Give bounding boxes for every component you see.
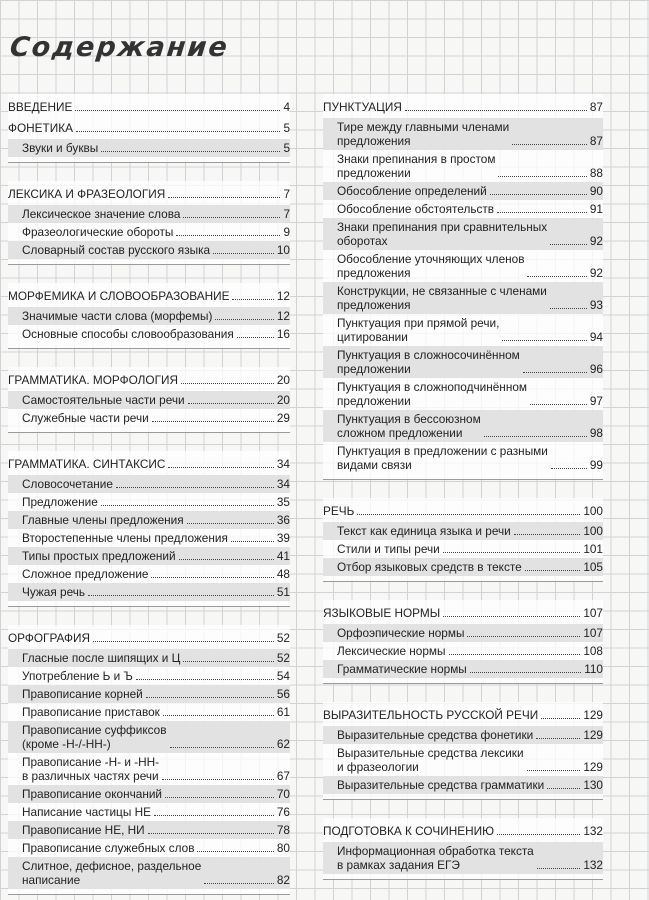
dot-leader bbox=[502, 340, 587, 341]
dot-leader bbox=[547, 788, 580, 789]
section-gap bbox=[323, 582, 603, 600]
dot-leader bbox=[75, 110, 280, 111]
toc-entry[interactable] bbox=[8, 565, 290, 583]
toc-entry-title: Текст как единица языка и речи bbox=[337, 524, 511, 538]
toc-entry-title: Фразеологические обороты bbox=[22, 225, 174, 239]
toc-entry-title: Словосочетание bbox=[22, 477, 113, 491]
toc-section-heading[interactable] bbox=[8, 454, 290, 475]
dot-leader bbox=[162, 779, 274, 780]
toc-section bbox=[8, 625, 290, 895]
toc-entry[interactable] bbox=[8, 685, 290, 703]
toc-entry-page-number: 20 bbox=[276, 373, 290, 387]
toc-section-heading[interactable] bbox=[323, 603, 603, 624]
toc-entry-title: Пунктуация в сложносочинённом предложении bbox=[337, 348, 520, 376]
toc-entry-page-number: 100 bbox=[583, 524, 603, 538]
toc-entry-title: Выразительные средства фонетики bbox=[337, 728, 534, 742]
dot-leader bbox=[550, 308, 587, 309]
toc-entry[interactable] bbox=[8, 241, 290, 259]
toc-entry-page-number: 99 bbox=[589, 458, 603, 472]
toc-entry-page-number: 94 bbox=[589, 330, 603, 344]
toc-entry-page-number: 12 bbox=[276, 289, 290, 303]
toc-entry[interactable] bbox=[323, 540, 603, 558]
dot-leader bbox=[101, 505, 274, 506]
toc-entry-title: ПОДГОТОВКА К СОЧИНЕНИЮ bbox=[323, 824, 494, 838]
dot-leader bbox=[176, 235, 280, 236]
toc-entry[interactable] bbox=[8, 391, 290, 409]
toc-entry-page-number: 4 bbox=[283, 100, 290, 114]
toc-entry[interactable] bbox=[8, 803, 290, 821]
dot-leader bbox=[497, 834, 580, 835]
dot-leader bbox=[188, 403, 274, 404]
dot-leader bbox=[183, 217, 280, 218]
toc-entry[interactable] bbox=[323, 522, 603, 540]
section-gap bbox=[8, 349, 290, 367]
toc-entry-title: Самостоятельные части речи bbox=[22, 393, 185, 407]
toc-entry-title: Лексическое значение слова bbox=[22, 207, 181, 221]
dot-leader bbox=[136, 679, 274, 680]
toc-entry-title: Слитное, дефисное, раздельное написание bbox=[22, 859, 202, 887]
toc-entry-page-number: 5 bbox=[283, 121, 290, 135]
toc-section-heading[interactable] bbox=[8, 628, 290, 649]
dot-leader bbox=[497, 212, 587, 213]
toc-entry-title: Служебные части речи bbox=[22, 411, 149, 425]
toc-entry-page-number: 129 bbox=[583, 728, 603, 742]
dot-leader bbox=[537, 868, 581, 869]
toc-entry[interactable] bbox=[323, 218, 603, 250]
toc-entry-title: Пунктуация при прямой речи, цитировании bbox=[337, 316, 500, 344]
toc-entry[interactable] bbox=[323, 150, 603, 182]
dot-leader bbox=[449, 654, 581, 655]
toc-entry[interactable] bbox=[323, 118, 603, 150]
toc-section bbox=[323, 600, 603, 684]
toc-entry-page-number: 91 bbox=[589, 202, 603, 216]
dot-leader bbox=[405, 110, 587, 111]
section-gap bbox=[8, 265, 290, 283]
toc-entry-title: Выразительные средства грамматики bbox=[337, 778, 545, 792]
dot-leader bbox=[215, 319, 274, 320]
toc-entry-title: Конструкции, не связанные с членами предложения bbox=[337, 284, 547, 312]
section-gap bbox=[8, 607, 290, 625]
section-gap bbox=[323, 480, 603, 498]
toc-entry-title: Обособление уточняющих членов предложения bbox=[337, 252, 525, 280]
toc-entry-page-number: 7 bbox=[283, 207, 290, 221]
toc-section-heading[interactable] bbox=[323, 501, 603, 522]
toc-entry-page-number: 107 bbox=[583, 606, 603, 620]
dot-leader bbox=[536, 738, 580, 739]
toc-entry-page-number: 87 bbox=[589, 134, 603, 148]
toc-entry-title: ПУНКТУАЦИЯ bbox=[323, 100, 402, 114]
dot-leader bbox=[357, 514, 580, 515]
dot-leader bbox=[183, 661, 274, 662]
dot-leader bbox=[512, 144, 587, 145]
toc-entry-page-number: 129 bbox=[583, 708, 603, 722]
dot-leader bbox=[179, 559, 274, 560]
dot-leader bbox=[443, 616, 580, 617]
toc-entry-title: Основные способы словообразования bbox=[22, 327, 234, 341]
toc-entry-page-number: 5 bbox=[283, 141, 290, 155]
dot-leader bbox=[231, 541, 274, 542]
toc-entry-page-number: 70 bbox=[276, 787, 290, 801]
toc-entry[interactable] bbox=[8, 307, 290, 325]
toc-entry[interactable] bbox=[323, 182, 603, 200]
toc-entry-page-number: 92 bbox=[589, 266, 603, 280]
toc-entry-title: ВЫРАЗИТЕЛЬНОСТЬ РУССКОЙ РЕЧИ bbox=[323, 708, 539, 722]
toc-section-heading[interactable] bbox=[8, 118, 290, 139]
toc-section-heading[interactable] bbox=[8, 370, 290, 391]
toc-entry-title: ВВЕДЕНИЕ bbox=[8, 100, 73, 114]
toc-section bbox=[8, 181, 290, 265]
dot-leader bbox=[148, 833, 274, 834]
dot-leader bbox=[467, 636, 580, 637]
dot-leader bbox=[163, 715, 274, 716]
toc-entry-page-number: 108 bbox=[583, 644, 603, 658]
dot-leader bbox=[197, 851, 273, 852]
toc-entry[interactable] bbox=[8, 821, 290, 839]
section-gap bbox=[323, 684, 603, 702]
toc-section-heading[interactable] bbox=[8, 184, 290, 205]
dot-leader bbox=[527, 770, 581, 771]
dot-leader bbox=[232, 299, 273, 300]
toc-entry-title: Грамматические нормы bbox=[337, 662, 467, 676]
toc-entry-title: ГРАММАТИКА. МОРФОЛОГИЯ bbox=[8, 373, 178, 387]
toc-entry-title: Словарный состав русского языка bbox=[22, 243, 211, 257]
toc-entry-page-number: 20 bbox=[276, 393, 290, 407]
toc-entry[interactable] bbox=[323, 842, 603, 874]
toc-entry-title: ЯЗЫКОВЫЕ НОРМЫ bbox=[323, 606, 441, 620]
toc-entry[interactable] bbox=[8, 547, 290, 565]
toc-section-heading[interactable] bbox=[8, 97, 290, 118]
page-title: Содержание bbox=[8, 32, 231, 63]
toc-entry-title: Гласные после шипящих и Ц bbox=[22, 651, 181, 665]
toc-entry[interactable] bbox=[8, 139, 290, 157]
toc-entry-title: Знаки препинания в простом предложении bbox=[337, 152, 496, 180]
dot-leader bbox=[88, 595, 274, 596]
toc-entry-page-number: 16 bbox=[276, 327, 290, 341]
dot-leader bbox=[237, 337, 274, 338]
toc-entry-title: Правописание суффиксов (кроме -Н-/-НН-) bbox=[22, 723, 167, 751]
toc-section bbox=[323, 498, 603, 582]
toc-section-heading[interactable] bbox=[323, 821, 603, 842]
section-gap bbox=[8, 163, 290, 181]
toc-left-column bbox=[8, 94, 290, 895]
toc-entry-title: Правописание приставок bbox=[22, 705, 160, 719]
dot-leader bbox=[484, 436, 587, 437]
toc-entry-title: МОРФЕМИКА И СЛОВООБРАЗОВАНИЕ bbox=[8, 289, 230, 303]
toc-entry-title: Стили и типы речи bbox=[337, 542, 440, 556]
toc-entry-title: Правописание -Н- и -НН- в различных частях речи bbox=[22, 755, 160, 783]
toc-entry[interactable] bbox=[323, 314, 603, 346]
toc-entry[interactable] bbox=[8, 857, 290, 889]
toc-entry-title: ГРАММАТИКА. СИНТАКСИС bbox=[8, 457, 166, 471]
dot-leader bbox=[168, 197, 280, 198]
toc-entry[interactable] bbox=[8, 511, 290, 529]
toc-section bbox=[323, 94, 603, 480]
toc-entry-page-number: 39 bbox=[276, 531, 290, 545]
toc-entry-page-number: 48 bbox=[276, 567, 290, 581]
dot-leader bbox=[498, 176, 586, 177]
toc-entry-page-number: 10 bbox=[276, 243, 290, 257]
dot-leader bbox=[213, 253, 274, 254]
toc-entry[interactable] bbox=[323, 624, 603, 642]
toc-entry[interactable] bbox=[323, 282, 603, 314]
toc-entry-page-number: 129 bbox=[583, 760, 603, 774]
toc-entry[interactable] bbox=[323, 250, 603, 282]
toc-entry[interactable] bbox=[8, 325, 290, 343]
toc-entry[interactable] bbox=[8, 649, 290, 667]
dot-leader bbox=[152, 421, 274, 422]
toc-entry-title: Пунктуация в бессоюзном сложном предложении bbox=[337, 412, 481, 440]
toc-entry-page-number: 97 bbox=[589, 394, 603, 408]
toc-entry[interactable] bbox=[8, 721, 290, 753]
toc-entry-title: Предложение bbox=[22, 495, 98, 509]
toc-entry-title: Правописание служебных слов bbox=[22, 841, 195, 855]
toc-entry-page-number: 36 bbox=[276, 513, 290, 527]
toc-entry-page-number: 105 bbox=[583, 560, 603, 574]
dot-leader bbox=[443, 552, 581, 553]
toc-entry-page-number: 61 bbox=[276, 705, 290, 719]
dot-leader bbox=[93, 641, 274, 642]
dot-leader bbox=[550, 244, 587, 245]
dot-leader bbox=[116, 487, 274, 488]
toc-entry-page-number: 56 bbox=[276, 687, 290, 701]
toc-entry-title: ЛЕКСИКА И ФРАЗЕОЛОГИЯ bbox=[8, 187, 166, 201]
toc-entry-page-number: 101 bbox=[583, 542, 603, 556]
dot-leader bbox=[187, 523, 274, 524]
toc-entry-page-number: 87 bbox=[589, 100, 603, 114]
toc-section-heading[interactable] bbox=[323, 705, 603, 726]
toc-entry-title: Тире между главными членами предложения bbox=[337, 120, 510, 148]
toc-entry[interactable] bbox=[8, 493, 290, 511]
toc-entry-title: Информационная обработка текста в рамках задания ЕГЭ bbox=[337, 844, 534, 872]
dot-leader bbox=[530, 404, 587, 405]
toc-section bbox=[323, 818, 603, 880]
toc-entry-page-number: 93 bbox=[589, 298, 603, 312]
dot-leader bbox=[514, 534, 581, 535]
toc-entry-title: Знаки препинания при сравнительных оборотах bbox=[337, 220, 548, 248]
toc-section bbox=[8, 367, 290, 433]
toc-entry-page-number: 100 bbox=[583, 504, 603, 518]
toc-entry-title: Правописание корней bbox=[22, 687, 143, 701]
toc-entry-page-number: 92 bbox=[589, 234, 603, 248]
toc-section bbox=[8, 94, 290, 163]
dot-leader bbox=[165, 797, 274, 798]
toc-entry-title: Употребление Ь и Ъ bbox=[22, 669, 133, 683]
toc-entry[interactable] bbox=[8, 409, 290, 427]
toc-entry-page-number: 132 bbox=[583, 858, 603, 872]
toc-entry-title: Второстепенные члены предложения bbox=[22, 531, 228, 545]
toc-entry-page-number: 98 bbox=[589, 426, 603, 440]
toc-entry[interactable] bbox=[8, 223, 290, 241]
dot-leader bbox=[541, 718, 580, 719]
toc-entry[interactable] bbox=[8, 667, 290, 685]
toc-entry-page-number: 110 bbox=[584, 662, 603, 676]
toc-entry[interactable] bbox=[323, 726, 603, 744]
toc-entry-title: ОРФОГРАФИЯ bbox=[8, 631, 90, 645]
toc-entry-page-number: 80 bbox=[276, 841, 290, 855]
toc-entry-title: Выразительные средства лексики и фразеологии bbox=[337, 746, 524, 774]
toc-entry-page-number: 54 bbox=[276, 669, 290, 683]
toc-entry-title: Отбор языковых средств в тексте bbox=[337, 560, 522, 574]
dot-leader bbox=[151, 577, 273, 578]
dot-leader bbox=[170, 747, 274, 748]
toc-entry-title: Сложное предложение bbox=[22, 567, 149, 581]
toc-entry-page-number: 88 bbox=[589, 166, 603, 180]
toc-entry-page-number: 29 bbox=[276, 411, 290, 425]
toc-entry-page-number: 9 bbox=[283, 225, 290, 239]
toc-entry-title: Чужая речь bbox=[22, 585, 86, 599]
toc-entry[interactable] bbox=[323, 776, 603, 794]
toc-entry-title: Обособление определений bbox=[337, 184, 487, 198]
toc-entry-title: Пунктуация в сложноподчинённом предложении bbox=[337, 380, 528, 408]
toc-entry-title: Главные члены предложения bbox=[22, 513, 184, 527]
section-gap bbox=[8, 433, 290, 451]
dot-leader bbox=[490, 194, 587, 195]
toc-entry-title: ФОНЕТИКА bbox=[8, 121, 73, 135]
toc-entry-title: Написание частицы НЕ bbox=[22, 805, 151, 819]
toc-entry[interactable] bbox=[323, 642, 603, 660]
toc-section bbox=[8, 283, 290, 349]
toc-entry-page-number: 132 bbox=[583, 824, 603, 838]
dot-leader bbox=[101, 151, 280, 152]
toc-entry-title: РЕЧЬ bbox=[323, 504, 355, 518]
toc-entry[interactable] bbox=[323, 346, 603, 378]
toc-entry[interactable] bbox=[323, 558, 603, 576]
toc-entry-title: Звуки и буквы bbox=[22, 141, 99, 155]
toc-entry[interactable] bbox=[8, 475, 290, 493]
toc-entry-page-number: 96 bbox=[589, 362, 603, 376]
toc-entry[interactable] bbox=[8, 703, 290, 721]
toc-entry-page-number: 82 bbox=[276, 873, 290, 887]
toc-entry-page-number: 41 bbox=[276, 549, 290, 563]
toc-entry-title: Правописание НЕ, НИ bbox=[22, 823, 145, 837]
dot-leader bbox=[470, 672, 581, 673]
dot-leader bbox=[154, 815, 274, 816]
toc-entry-title: Типы простых предложений bbox=[22, 549, 176, 563]
toc-entry[interactable] bbox=[8, 785, 290, 803]
dot-leader bbox=[76, 131, 280, 132]
toc-entry-title: Лексические нормы bbox=[337, 644, 446, 658]
toc-entry-page-number: 90 bbox=[589, 184, 603, 198]
toc-entry[interactable] bbox=[323, 410, 603, 442]
dot-leader bbox=[204, 883, 274, 884]
toc-entry-title: Обособление обстоятельств bbox=[337, 202, 495, 216]
dot-leader bbox=[523, 372, 587, 373]
toc-entry[interactable] bbox=[8, 753, 290, 785]
toc-entry-page-number: 76 bbox=[276, 805, 290, 819]
toc-entry-page-number: 52 bbox=[276, 651, 290, 665]
toc-entry[interactable] bbox=[323, 200, 603, 218]
toc-section-heading[interactable] bbox=[323, 97, 603, 118]
toc-entry-page-number: 51 bbox=[276, 585, 290, 599]
toc-entry[interactable] bbox=[323, 378, 603, 410]
toc-entry[interactable] bbox=[323, 442, 603, 474]
toc-entry-page-number: 62 bbox=[276, 737, 290, 751]
toc-entry[interactable] bbox=[8, 839, 290, 857]
toc-entry[interactable] bbox=[323, 744, 603, 776]
toc-entry[interactable] bbox=[8, 583, 290, 601]
toc-entry-title: Значимые части слова (морфемы) bbox=[22, 309, 213, 323]
section-gap bbox=[323, 800, 603, 818]
dot-leader bbox=[146, 697, 274, 698]
toc-entry-page-number: 52 bbox=[276, 631, 290, 645]
toc-entry[interactable] bbox=[8, 205, 290, 223]
toc-right-column bbox=[323, 94, 603, 880]
dot-leader bbox=[527, 276, 586, 277]
toc-entry-page-number: 34 bbox=[276, 477, 290, 491]
toc-entry[interactable] bbox=[8, 529, 290, 547]
toc-section bbox=[8, 451, 290, 607]
toc-entry-title: Пунктуация в предложении с разными видами связи bbox=[337, 444, 548, 472]
toc-entry-page-number: 78 bbox=[276, 823, 290, 837]
toc-entry-page-number: 12 bbox=[276, 309, 290, 323]
dot-leader bbox=[168, 467, 274, 468]
toc-entry-page-number: 35 bbox=[276, 495, 290, 509]
dot-leader bbox=[525, 570, 581, 571]
toc-entry[interactable] bbox=[323, 660, 603, 678]
toc-entry-page-number: 130 bbox=[583, 778, 603, 792]
dot-leader bbox=[551, 468, 587, 469]
toc-entry-page-number: 34 bbox=[276, 457, 290, 471]
toc-entry-page-number: 67 bbox=[276, 769, 290, 783]
dot-leader bbox=[181, 383, 274, 384]
toc-section-heading[interactable] bbox=[8, 286, 290, 307]
toc-entry-title: Правописание окончаний bbox=[22, 787, 163, 801]
toc-entry-title: Орфоэпические нормы bbox=[337, 626, 465, 640]
toc-entry-page-number: 107 bbox=[583, 626, 603, 640]
toc-section bbox=[323, 702, 603, 800]
toc-entry-page-number: 7 bbox=[283, 187, 290, 201]
